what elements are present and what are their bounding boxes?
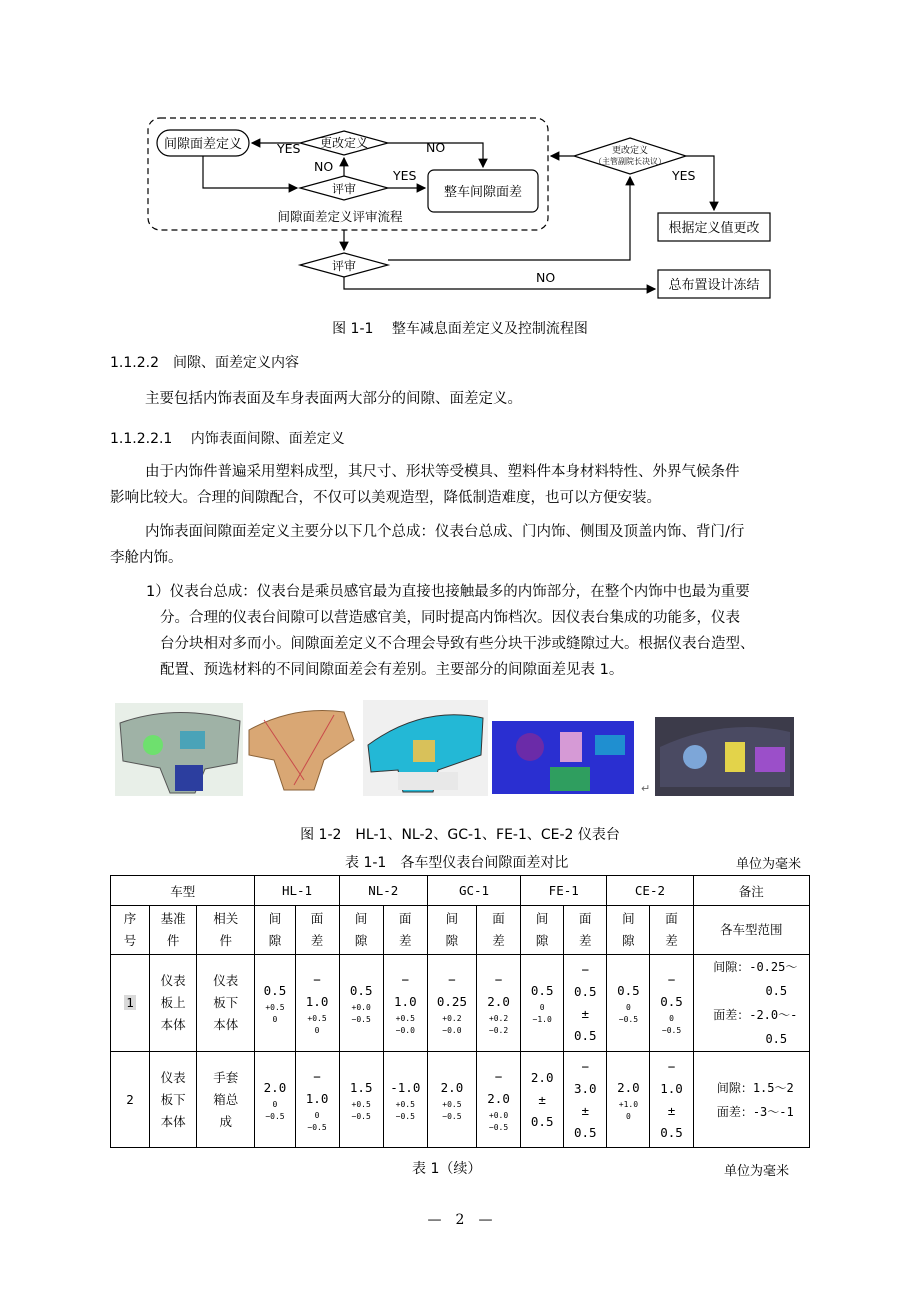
- header-gap: 间 隙: [339, 906, 383, 955]
- header-nl2: NL-2: [339, 876, 427, 906]
- yes-label-2: YES: [393, 168, 417, 183]
- gap-flush-table: [110, 875, 810, 1148]
- paragraph-3-line-1: 内饰表面间隙面差定义主要分以下几个总成：仪表台总成、门内饰、侧围及顶盖内饰、背门/行: [145, 524, 745, 540]
- change-definition-label: 更改定义: [319, 136, 369, 150]
- process-label: 间隙面差定义评审流程: [277, 209, 403, 224]
- row-2-fe-flush: − 3.0 ± 0.5: [564, 1052, 607, 1148]
- row-2-related: 手套 箱总 成: [197, 1052, 255, 1148]
- header-flush: 面 差: [477, 906, 521, 955]
- row-2-hl-flush: − 1.0 0 −0.5: [295, 1052, 339, 1148]
- header-gap: 间 隙: [607, 906, 650, 955]
- vehicle-gap-label: 整车间隙面差: [443, 185, 523, 200]
- row-2-note: 间隙：1.5～2 面差：-3～-1: [693, 1052, 809, 1148]
- table-row: [111, 1052, 810, 1148]
- row-1-nl-gap: 0.5 +0.0 −0.5: [339, 955, 383, 1052]
- row-1-ce-gap: 0.5 0 −0.5: [607, 955, 650, 1052]
- review-2-label: 评审: [331, 259, 357, 273]
- row-2-base: 仪表 板下 本体: [150, 1052, 197, 1148]
- row-2-no: 2: [111, 1052, 150, 1148]
- row-1-no: 1: [111, 955, 150, 1052]
- row-1-hl-gap: 0.5 +0.5 0: [255, 955, 295, 1052]
- header-gap: 间 隙: [255, 906, 295, 955]
- design-freeze-label: 总布置设计冻结: [668, 278, 760, 293]
- row-1-fe-gap: 0.5 0 −1.0: [521, 955, 564, 1052]
- row-2-fe-gap: 2.0 ± 0.5: [521, 1052, 564, 1148]
- table-row: [111, 955, 810, 1052]
- row-1-base: 仪表 板上 本体: [150, 955, 197, 1052]
- figure-1-caption: 图 1-1 整车减息面差定义及控制流程图: [332, 321, 588, 337]
- header-gap: 间 隙: [427, 906, 476, 955]
- flowchart: [0, 0, 920, 310]
- row-1-note: 间隙：-0.25～ 0.5 面差：-2.0～- 0.5: [693, 955, 809, 1052]
- table-header-row-2: [111, 906, 810, 955]
- return-mark: ↵: [641, 782, 651, 795]
- header-flush: 面 差: [383, 906, 427, 955]
- row-2-gc-gap: 2.0 +0.5 −0.5: [427, 1052, 476, 1148]
- dashboard-image-ce2: [655, 717, 794, 796]
- yes-label-3: YES: [672, 168, 696, 183]
- header-gap: 间 隙: [521, 906, 564, 955]
- change-definition-2-decision: [574, 138, 686, 174]
- paragraph-2-line-2: 影响比较大。合理的间隙配合，不仅可以美观造型，降低制造难度，也可以方便安装。: [110, 490, 661, 506]
- row-2-nl-flush: -1.0 +0.5 −0.5: [383, 1052, 427, 1148]
- row-1-related: 仪表 板下 本体: [197, 955, 255, 1052]
- table-continued-label: 表 1（续）: [412, 1161, 482, 1177]
- dashboard-image-fe1: [490, 717, 636, 796]
- row-1-hl-flush: − 1.0 +0.5 0: [295, 955, 339, 1052]
- table-continued-unit: 单位为毫米: [724, 1164, 790, 1179]
- yes-label-1: YES: [277, 141, 301, 156]
- table-header-row-1: [111, 876, 810, 906]
- row-1-gc-gap: − 0.25 +0.2 −0.0: [427, 955, 476, 1052]
- header-flush: 面 差: [650, 906, 693, 955]
- header-gc1: GC-1: [427, 876, 520, 906]
- header-model: 车型: [111, 876, 255, 906]
- section-heading-1: 1.1.2.2 间隙、面差定义内容: [110, 355, 299, 371]
- change-definition-2-label: 更改定义: [611, 146, 649, 156]
- page-number: — 2 —: [427, 1212, 493, 1228]
- section-heading-2: 1.1.2.2.1 内饰表面间隙、面差定义: [110, 431, 345, 447]
- list-item-1-line-1: 1）仪表台总成：仪表台是乘员感官最为直接也接触最多的内饰部分，在整个内饰中也最为重要: [146, 584, 750, 600]
- dashboard-image-hl1: [115, 703, 243, 796]
- header-no: 序 号: [111, 906, 150, 955]
- paragraph-2-line-1: 由于内饰件普遍采用塑料成型，其尺寸、形状等受模具、塑料件本身材料特性、外界气候条件: [145, 464, 740, 480]
- list-item-1-line-2: 分。合理的仪表台间隙可以营造感官美，同时提高内饰档次。因仪表台集成的功能多，仪表: [160, 610, 740, 626]
- row-2-ce-gap: 2.0 +1.0 0: [607, 1052, 650, 1148]
- dashboard-image-nl2: [244, 700, 362, 796]
- list-item-1-line-3: 台分块相对多而小。间隙面差定义不合理会导致有些分块干涉或缝隙过大。根据仪表台造型、: [160, 636, 755, 652]
- table-unit: 单位为毫米: [736, 857, 802, 872]
- row-1-fe-flush: − 0.5 ± 0.5: [564, 955, 607, 1052]
- header-fe1: FE-1: [521, 876, 607, 906]
- header-hl1: HL-1: [255, 876, 339, 906]
- dashboard-image-gc1: [363, 700, 488, 796]
- no-label-2: NO: [426, 140, 446, 155]
- paragraph-1: 主要包括内饰表面及车身表面两大部分的间隙、面差定义。: [145, 391, 522, 407]
- paragraph-3-line-2: 李舱内饰。: [110, 550, 183, 566]
- header-related: 相关 件: [197, 906, 255, 955]
- row-2-nl-gap: 1.5 +0.5 −0.5: [339, 1052, 383, 1148]
- change-definition-2-sub: （主管副院长决议）: [594, 157, 666, 166]
- row-1-nl-flush: − 1.0 +0.5 −0.0: [383, 955, 427, 1052]
- row-2-gc-flush: − 2.0 +0.0 −0.5: [477, 1052, 521, 1148]
- list-item-1-line-4: 配置、预选材料的不同间隙面差会有差别。主要部分的间隙面差见表 1。: [160, 662, 624, 678]
- review-label: 评审: [331, 182, 357, 196]
- no-label-1: NO: [314, 159, 334, 174]
- header-base: 基准 件: [150, 906, 197, 955]
- table-title: 表 1-1 各车型仪表台间隙面差对比: [345, 855, 569, 871]
- gap-definition-label: 间隙面差定义: [163, 137, 243, 152]
- header-flush: 面 差: [564, 906, 607, 955]
- row-1-gc-flush: − 2.0 +0.2 −0.2: [477, 955, 521, 1052]
- figure-2-caption: 图 1-2 HL-1、NL-2、GC-1、FE-1、CE-2 仪表台: [300, 827, 620, 843]
- modify-by-value-label: 根据定义值更改: [668, 221, 760, 236]
- row-1-ce-flush: − 0.5 0 −0.5: [650, 955, 693, 1052]
- header-flush: 面 差: [295, 906, 339, 955]
- header-ce2: CE-2: [607, 876, 693, 906]
- header-note: 备注: [693, 876, 809, 906]
- header-range: 各车型范围: [693, 906, 809, 955]
- row-2-hl-gap: 2.0 0 −0.5: [255, 1052, 295, 1148]
- row-2-ce-flush: − 1.0 ± 0.5: [650, 1052, 693, 1148]
- no-label-3: NO: [536, 270, 556, 285]
